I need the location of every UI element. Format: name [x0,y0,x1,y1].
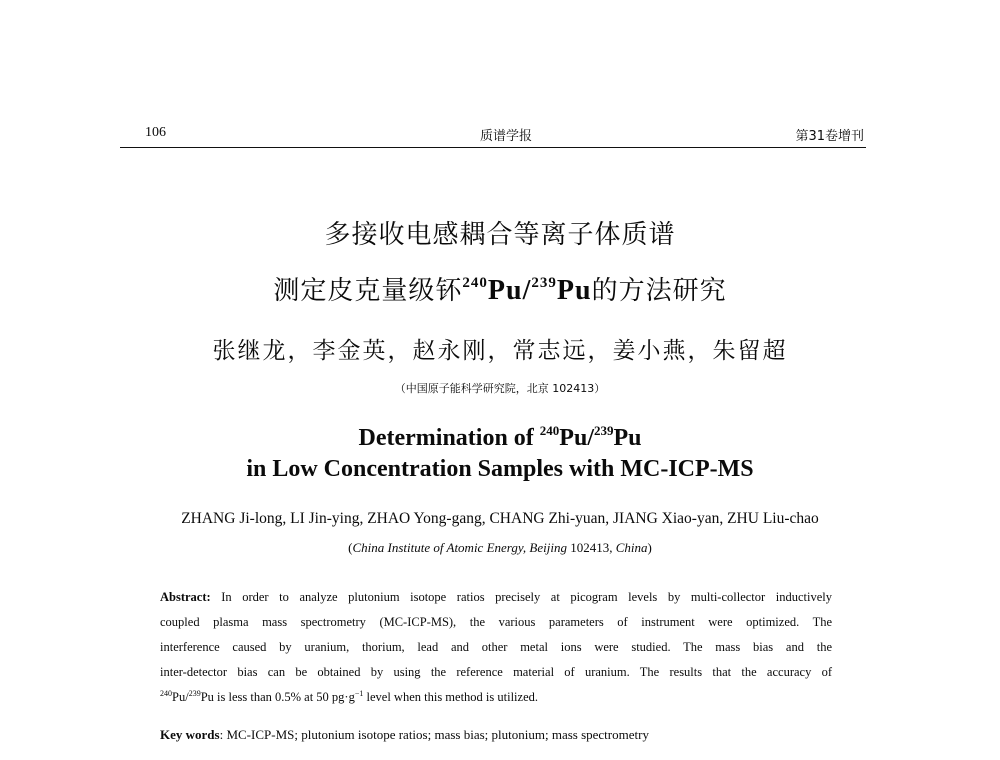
volume-info: 第31卷增刊 [795,129,864,144]
en-title-line-1 [0,425,1000,452]
unit-exponent: −1 [354,689,364,698]
postal-code: 102413, [566,540,616,555]
abstract-line-3: interference caused by uranium, thorium, lead and other metal ions were studied. The mass bias and the [160,640,832,654]
element-pu: Pu [559,425,588,451]
mass-number-240: 240 [160,689,172,698]
running-header [120,125,866,147]
mass-number-240: 240 [462,275,488,291]
mass-number-239: 239 [593,423,614,438]
keywords [160,727,840,743]
zh-title-prefix: 测定皮克量级钚 [273,276,463,306]
abstract-label: Abstract: [160,590,211,604]
header-rule [120,147,866,148]
abstract [160,585,832,710]
keywords-text: : MC-ICP-MS; plutonium isotope ratios; mass bias; plutonium; mass spectrometry [219,727,649,742]
country-name: China [615,540,648,555]
abstract-text: Pu is less than 0.5% at 50 pg·g [200,690,355,704]
paren-open: ( [348,540,353,555]
element-pu: Pu [556,275,592,306]
en-authors: ZHANG Ji-long, LI Jin-ying, ZHAO Yong-gang, CHANG Zhi-yuan, JIANG Xiao-yan, ZHU Liu-chao [181,510,819,527]
mass-number-239: 239 [188,689,201,698]
keywords-label: Key words [160,727,220,742]
mass-number-240: 240 [539,423,560,438]
ratio-slash: / [522,275,532,306]
journal-name: 质谱学报 [480,129,533,144]
abstract-text: level when this method is utilized. [363,690,538,704]
abstract-text: In order to analyze plutonium isotope ratios precisely at picogram levels by multi-collector inductively [221,590,832,604]
paren-close: ) [647,540,652,555]
abstract-line-2: coupled plasma mass spectrometry (MC-ICP-MS), the various parameters of instrument were optimized. The [160,615,832,629]
element-pu: Pu [487,275,523,306]
zh-authors: 张继龙，李金英，赵永刚，常志远，姜小燕，朱留超 [212,338,788,364]
ratio-slash: / [185,690,189,704]
en-title-line-2: in Low Concentration Samples with MC-ICP-MS [246,456,754,482]
zh-affiliation: （中国原子能科学研究院，北京 102413） [394,382,606,395]
en-affiliation [0,540,1000,556]
element-pu: Pu [172,690,186,704]
institute-name: China Institute of Atomic Energy, Beijing [352,540,567,555]
zh-title-line-2 [0,270,1000,307]
ratio-slash: / [587,425,594,451]
page-number: 106 [145,125,166,140]
mass-number-239: 239 [531,275,557,291]
abstract-line-4: inter-detector bias can be obtained by using the reference material of uranium. The results that the accuracy of [160,665,832,679]
zh-title-line-1: 多接收电感耦合等离子体质谱 [324,220,676,250]
abstract-line-5 [160,685,832,710]
en-title-prefix: Determination of [358,425,540,451]
abstract-line-1 [160,585,832,610]
element-pu: Pu [613,425,642,451]
zh-title-suffix: 的方法研究 [591,276,727,306]
